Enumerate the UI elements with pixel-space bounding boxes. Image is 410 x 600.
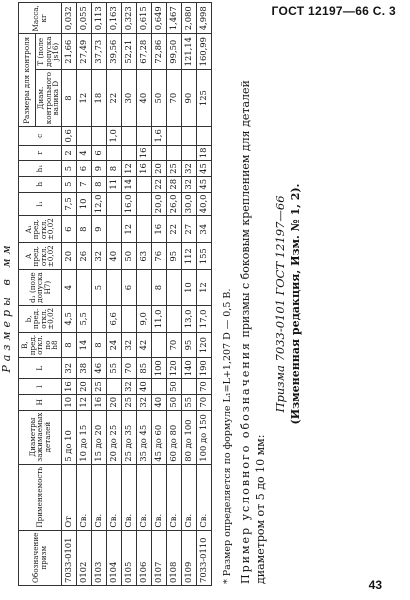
- cell-r: 2: [61, 145, 76, 161]
- cell-control-d: 40: [136, 70, 151, 127]
- cell-b: 13,0: [181, 305, 196, 332]
- cell-r: 18: [196, 145, 211, 161]
- cell-designation: 0105: [121, 530, 136, 585]
- cell-r: [166, 145, 181, 161]
- cell-B: 8: [61, 332, 76, 357]
- page-header: ГОСТ 12197—66 С. 3: [271, 4, 396, 18]
- cell-designation: 0102: [76, 530, 91, 585]
- cell-B: 120: [196, 332, 211, 357]
- cell-range: 45 до 60: [151, 410, 166, 464]
- header-B: B, пред. откл. по h8: [19, 332, 62, 357]
- cell-control-T: 27,49: [76, 34, 91, 70]
- cell-l1: [136, 192, 151, 216]
- cell-designation: 0108: [166, 530, 181, 585]
- spec-table-head: [19, 3, 62, 586]
- cell-range: 60 до 80: [166, 410, 181, 464]
- cell-control-d: 22: [106, 70, 121, 127]
- cell-r: 6: [91, 145, 106, 161]
- header-h: h: [19, 176, 62, 192]
- cell-range-prefix: Св.: [106, 464, 121, 530]
- cell-mass: 0,649: [151, 3, 166, 34]
- cell-h: 45: [196, 176, 211, 192]
- example-intro-rest: призмы с боковым креплением для деталей диаметром от 5 до 10 мм:: [239, 80, 267, 584]
- cell-l: [151, 379, 166, 395]
- cell-control-d: 90: [181, 70, 196, 127]
- cell-A: 40: [106, 243, 121, 270]
- cell-c: [91, 127, 106, 145]
- table-row: [106, 3, 121, 586]
- cell-c: [76, 127, 91, 145]
- cell-l1: 7,5: [61, 192, 76, 216]
- cell-control-d: 12: [76, 70, 91, 127]
- cell-range-prefix: Св.: [196, 464, 211, 530]
- cell-A1: 6: [61, 216, 76, 243]
- cell-L: 140: [181, 358, 196, 379]
- cell-range-prefix: Св.: [136, 464, 151, 530]
- header-control-d: Диам. контрольного валика D: [36, 70, 62, 127]
- cell-L: 120: [166, 358, 181, 379]
- cell-h1: 5: [61, 161, 76, 177]
- header-c: c: [19, 127, 62, 145]
- cell-b: 9,0: [136, 305, 151, 332]
- cell-h: 7: [76, 176, 91, 192]
- cell-h: 14: [121, 176, 136, 192]
- header-L: L: [19, 358, 62, 379]
- cell-designation: 7033-0101: [61, 530, 76, 585]
- cell-control-d: 8: [61, 70, 76, 127]
- cell-l1: 16,0: [121, 192, 136, 216]
- cell-L: 100: [151, 358, 166, 379]
- cell-control-d: 125: [196, 70, 211, 127]
- cell-c: [181, 127, 196, 145]
- edition-note: (Измененная редакция, Изм. № 1, 2).: [288, 183, 302, 425]
- cell-c: [136, 127, 151, 145]
- cell-r: [151, 145, 166, 161]
- cell-mass: 2,080: [181, 3, 196, 34]
- spec-table-body: [61, 3, 211, 586]
- cell-r: [106, 145, 121, 161]
- table-row: [91, 3, 106, 586]
- cell-l1: 12,0: [91, 192, 106, 216]
- cell-d: 4: [61, 270, 76, 306]
- cell-b: 11,0: [151, 305, 166, 332]
- header-control-T: T (поле допуска js16): [36, 34, 62, 70]
- cell-mass: 1,467: [166, 3, 181, 34]
- cell-A1: 34: [196, 216, 211, 243]
- cell-range-prefix: Св.: [151, 464, 166, 530]
- cell-control-d: 70: [166, 70, 181, 127]
- cell-b: 4,5: [61, 305, 76, 332]
- cell-range-prefix: Св.: [181, 464, 196, 530]
- cell-h1: 8: [106, 161, 121, 177]
- cell-l: 20: [76, 379, 91, 395]
- cell-c: [196, 127, 211, 145]
- example-intro-spaced: Пример условного обозначения: [239, 341, 252, 584]
- cell-control-T: 121,14: [181, 34, 196, 70]
- cell-r: 4: [76, 145, 91, 161]
- cell-control-T: 37,73: [91, 34, 106, 70]
- cell-d: 10: [181, 270, 196, 306]
- header-designation: Обозначение призм: [19, 530, 62, 585]
- cell-A: 112: [181, 243, 196, 270]
- page-number: 43: [368, 578, 382, 592]
- cell-A: 50: [121, 243, 136, 270]
- cell-h: [136, 176, 151, 192]
- cell-h1: 9: [91, 161, 106, 177]
- cell-l: 70: [196, 379, 211, 395]
- cell-h: 8: [91, 176, 106, 192]
- cell-r: 16: [136, 145, 151, 161]
- cell-l1: 30,0: [181, 192, 196, 216]
- cell-range: 80 до 100: [181, 410, 196, 464]
- table-row: [151, 3, 166, 586]
- cell-mass: 0,323: [121, 3, 136, 34]
- cell-l1: 20,0: [151, 192, 166, 216]
- cell-H: 10: [61, 394, 76, 410]
- cell-A: 26: [76, 243, 91, 270]
- cell-l: 40: [136, 379, 151, 395]
- cell-designation: 7033-0110: [196, 530, 211, 585]
- cell-H: 70: [196, 394, 211, 410]
- footnote: * Размер определяется по формуле L₁=L+1,207 D — 0,5 B.: [222, 288, 233, 584]
- cell-h1: 12: [121, 161, 136, 177]
- cell-d: [136, 270, 151, 306]
- cell-control-d: 50: [151, 70, 166, 127]
- cell-range-prefix: Св.: [76, 464, 91, 530]
- cell-A: 63: [136, 243, 151, 270]
- table-row: [166, 3, 181, 586]
- cell-mass: 0,113: [91, 3, 106, 34]
- cell-c: 1,0: [106, 127, 121, 145]
- cell-h1: 32: [181, 161, 196, 177]
- cell-designation: 0104: [106, 530, 121, 585]
- spec-table: [18, 2, 212, 586]
- cell-L: 46: [91, 358, 106, 379]
- cell-range-prefix: Св.: [166, 464, 181, 530]
- cell-A: 32: [91, 243, 106, 270]
- cell-L: 190: [196, 358, 211, 379]
- cell-H: 12: [76, 394, 91, 410]
- cell-range-prefix: Св.: [91, 464, 106, 530]
- cell-mass: 0,032: [61, 3, 76, 34]
- table-row: [181, 3, 196, 586]
- cell-A: 76: [151, 243, 166, 270]
- cell-h1: 45: [196, 161, 211, 177]
- cell-B: 95: [181, 332, 196, 357]
- cell-b: [166, 305, 181, 332]
- cell-H: 50: [166, 394, 181, 410]
- cell-d: 6: [121, 270, 136, 306]
- cell-control-T: 67,28: [136, 34, 151, 70]
- cell-A1: 16: [151, 216, 166, 243]
- cell-h1: 25: [166, 161, 181, 177]
- cell-mass: 4,998: [196, 3, 211, 34]
- cell-b: [91, 305, 106, 332]
- cell-A1: [136, 216, 151, 243]
- cell-control-T: 99,50: [166, 34, 181, 70]
- cell-control-T: 52,21: [121, 34, 136, 70]
- cell-control-T: 160,99: [196, 34, 211, 70]
- cell-l1: 40,0: [196, 192, 211, 216]
- cell-h: 11: [106, 176, 121, 192]
- cell-range: 5 до 10: [61, 410, 76, 464]
- cell-A: 95: [166, 243, 181, 270]
- cell-L: 32: [61, 358, 76, 379]
- cell-A: 155: [196, 243, 211, 270]
- cell-A1: 9: [91, 216, 106, 243]
- cell-d: 12: [196, 270, 211, 306]
- cell-B: 8: [91, 332, 106, 357]
- cell-mass: 0,055: [76, 3, 91, 34]
- header-l1: l₁: [19, 192, 62, 216]
- cell-A1: 12: [121, 216, 136, 243]
- cell-range-prefix: Св.: [121, 464, 136, 530]
- cell-l: 50: [166, 379, 181, 395]
- cell-b: 6,6: [106, 305, 121, 332]
- cell-B: 70: [166, 332, 181, 357]
- cell-H: 16: [91, 394, 106, 410]
- header-control-group: Размеры для контроля: [19, 34, 36, 127]
- cell-B: 42: [136, 332, 151, 357]
- notes-block: [222, 24, 302, 584]
- cell-B: [151, 332, 166, 357]
- dimensions-title: Размеры в мм: [0, 241, 13, 373]
- header-h1: h₁: [19, 161, 62, 177]
- cell-control-T: 72,86: [151, 34, 166, 70]
- cell-A1: 8: [76, 216, 91, 243]
- cell-range: 20 до 25: [106, 410, 121, 464]
- cell-h: 22: [151, 176, 166, 192]
- cell-A1: 22: [166, 216, 181, 243]
- marking-example: Призма 7033-0101 ГОСТ 12197—66: [272, 195, 287, 413]
- cell-designation: 0103: [91, 530, 106, 585]
- cell-range: 25 до 35: [121, 410, 136, 464]
- cell-H: 32: [136, 394, 151, 410]
- cell-r: [121, 145, 136, 161]
- cell-h1: 6: [76, 161, 91, 177]
- header-A1: A₁ пред. откл. ±0,02: [19, 216, 62, 243]
- cell-control-d: 18: [91, 70, 106, 127]
- header-d: d₁ (поле допуска H7): [19, 270, 62, 306]
- cell-h: 5: [61, 176, 76, 192]
- cell-mass: 0,615: [136, 3, 151, 34]
- header-A: A пред. откл. ±0,02: [19, 243, 62, 270]
- cell-h: 32: [181, 176, 196, 192]
- cell-l: 16: [61, 379, 76, 395]
- cell-H: 25: [121, 394, 136, 410]
- cell-l: [181, 379, 196, 395]
- cell-B: 24: [106, 332, 121, 357]
- cell-L: 85: [136, 358, 151, 379]
- example-paragraph: [239, 24, 269, 584]
- cell-r: [181, 145, 196, 161]
- cell-l1: 26,0: [166, 192, 181, 216]
- cell-control-d: 30: [121, 70, 136, 127]
- cell-designation: 0106: [136, 530, 151, 585]
- cell-d: [76, 270, 91, 306]
- cell-c: [121, 127, 136, 145]
- cell-H: 55: [181, 394, 196, 410]
- cell-d: 5: [91, 270, 106, 306]
- table-row: [121, 3, 136, 586]
- cell-l: 32: [121, 379, 136, 395]
- cell-mass: 0,163: [106, 3, 121, 34]
- cell-A1: 27: [181, 216, 196, 243]
- cell-range: 15 до 20: [91, 410, 106, 464]
- header-mass: Масса, кг: [19, 3, 62, 34]
- cell-H: 20: [106, 394, 121, 410]
- header-r: r: [19, 145, 62, 161]
- header-H: H: [19, 394, 62, 410]
- cell-L: 55: [106, 358, 121, 379]
- header-l: l: [19, 379, 62, 395]
- cell-B: 32: [121, 332, 136, 357]
- table-row: [76, 3, 91, 586]
- cell-range: 35 до 45: [136, 410, 151, 464]
- cell-L: 70: [121, 358, 136, 379]
- cell-control-T: 21,66: [61, 34, 76, 70]
- cell-A1: [106, 216, 121, 243]
- cell-h: 28: [166, 176, 181, 192]
- cell-control-T: 39,56: [106, 34, 121, 70]
- header-diameter: Диаметры зажимаемых деталей: [19, 410, 62, 464]
- cell-b: 5,5: [76, 305, 91, 332]
- header-applicability: Применяемость: [19, 464, 62, 530]
- cell-range: 100 до 150: [196, 410, 211, 464]
- cell-d: 8: [151, 270, 166, 306]
- cell-l: 25: [91, 379, 106, 395]
- cell-c: 0,6: [61, 127, 76, 145]
- cell-designation: 0107: [151, 530, 166, 585]
- cell-B: 14: [76, 332, 91, 357]
- cell-b: 17,0: [196, 305, 211, 332]
- cell-l: [106, 379, 121, 395]
- cell-designation: 0109: [181, 530, 196, 585]
- cell-c: 1,6: [151, 127, 166, 145]
- cell-h1: 16: [136, 161, 151, 177]
- cell-d: [166, 270, 181, 306]
- cell-h1: 20: [151, 161, 166, 177]
- cell-l1: 10: [76, 192, 91, 216]
- cell-L: 38: [76, 358, 91, 379]
- table-row: [136, 3, 151, 586]
- cell-c: [166, 127, 181, 145]
- cell-d: [106, 270, 121, 306]
- table-row: [196, 3, 211, 586]
- cell-H: 40: [151, 394, 166, 410]
- table-row: [61, 3, 76, 586]
- cell-range-prefix: От: [61, 464, 76, 530]
- cell-range: 10 до 15: [76, 410, 91, 464]
- cell-b: [121, 305, 136, 332]
- header-b: b, пред. откл. ±0,02: [19, 305, 62, 332]
- cell-A: 20: [61, 243, 76, 270]
- cell-l1: [106, 192, 121, 216]
